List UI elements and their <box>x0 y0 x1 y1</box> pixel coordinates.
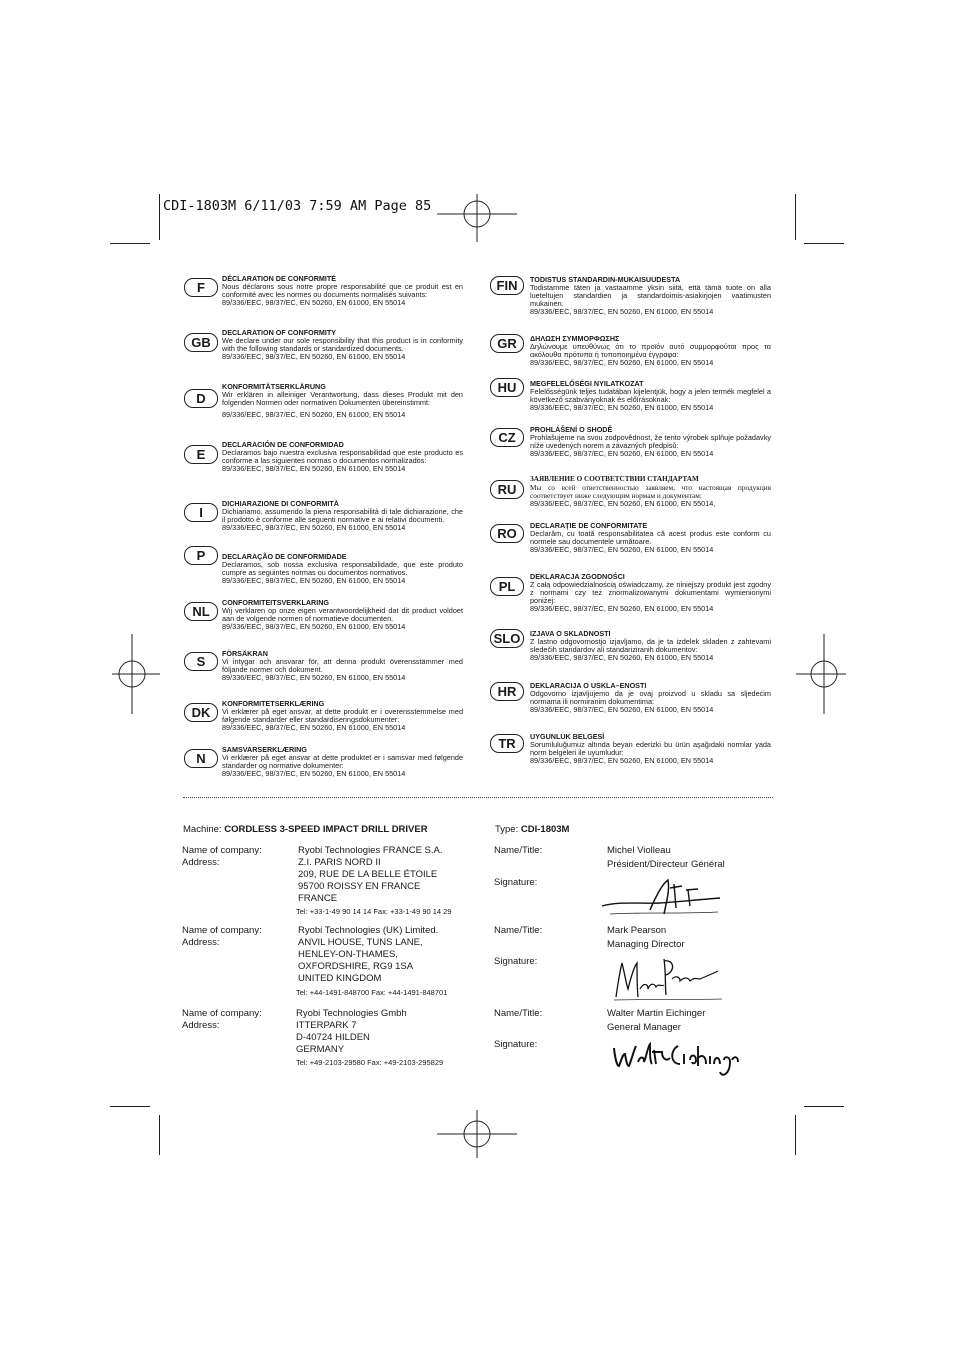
address-line: HENLEY-ON-THAMES, <box>298 949 398 960</box>
company-name: Ryobi Technologies (UK) Limited. <box>298 925 439 936</box>
lang-badge: F <box>184 278 218 297</box>
person-name: Mark Pearson <box>607 925 667 936</box>
registration-mark-left <box>112 634 160 714</box>
signature-image <box>610 953 725 1003</box>
declaration: DECLARAŢIE DE CONFORMITATE Declarăm, cu toată responsabilitatea că acest produs este conform cu normele sau documentele următoare. 89/336/EEC, 98/37/EC, EN 50260, EN 61000, EN 55014 <box>530 521 771 554</box>
lang-badge: S <box>184 652 218 671</box>
person-role: General Manager <box>607 1022 681 1033</box>
declaration: UYGUNLUK BELGESİ Sorumluluğumuz altında beyan ederizki bu ürün aşağıdaki normlar yada norm belgeleri ile uyumludur: 89/336/EEC, 98/37/EC, EN 50260, EN 61000, EN 55014 <box>530 732 771 765</box>
declaration: DECLARAÇÃO DE CONFORMIDADE Declaramos, sob nossa exclusiva responsabilidade, que este produto cumpre as seguintes normas ou documentos normativos. 89/336/EEC, 98/37/EC, EN 50260, EN 61000, EN 55014 <box>222 552 463 585</box>
signature-label: Signature: <box>494 1039 538 1050</box>
declaration: KONFORMITETSERKLÆRING Vi erklærer på eget ansvar, at dette produkt er i overensstemmelse med følgende standarder eller standardiseringsdokumenter: 89/336/EEC, 98/37/EC, EN 50260, EN 61000, EN 55014 <box>222 699 463 732</box>
lang-badge: E <box>184 445 218 464</box>
declaration: KONFORMITÄTSERKLÄRUNG Wir erklären in alleiniger Verantwortung, dass dieses Produkt mit den folgenden Normen oder normativen Dokumenten übereinstimmt: 89/336/EEC, 98/37/EC, EN 50260, EN 61000, EN 55014 <box>222 382 463 419</box>
dotted-divider <box>183 797 773 798</box>
registration-mark-right <box>796 634 846 714</box>
address-label: Address: <box>182 1020 220 1031</box>
name-title-label: Name/Title: <box>494 845 543 856</box>
declaration: TODISTUS STANDARDIN-MUKAISUUDESTA Todistamme täten ja vastaamme yksin siitä, että tämä tuote on alla lueteltujen standardien ja standardoimis-asiakirjojen vaatimusten mukainen. 89/336/EEC, 98/37/EC, EN 50260, EN 61000, EN 55014 <box>530 275 771 316</box>
signature-label: Signature: <box>494 956 538 967</box>
lang-badge: RO <box>490 524 524 543</box>
person-role: Managing Director <box>607 939 685 950</box>
lang-badge: GB <box>184 333 218 352</box>
address-line: 95700 ROISSY EN FRANCE <box>298 881 421 892</box>
lang-badge: FIN <box>490 276 524 295</box>
company-label: Name of company: <box>182 925 262 936</box>
company-name: Ryobi Technologies Gmbh <box>296 1008 407 1019</box>
lang-badge: D <box>184 389 218 408</box>
declaration: ЗАЯВЛЕНИЕ О СООТВЕТСТВИИ СТАНДАРТАМ Мы со всей ответственностью заявляем, что настоящая продукция соответствует ниже следующим нормам и документам: 89/336/EEC, 98/37/EC, EN 50260, EN 61000, EN 55014, <box>530 475 771 508</box>
lang-badge: HR <box>490 682 524 701</box>
print-header: CDI-1803M 6/11/03 7:59 AM Page 85 <box>163 198 432 214</box>
lang-badge: SLO <box>490 629 524 648</box>
declaration: PROHLÁŠENÍ O SHODĚ Prohlašujeme na svou zodpovědnost, že tento výrobek splňuje požadavky níže uvedených norem a závazných předpisů: 89/336/EEC, 98/37/EC, EN 50260, EN 61000, EN 55014 <box>530 425 771 458</box>
phone-fax: Tel: +49-2103-29580 Fax: +49-2103-295829 <box>296 1058 444 1067</box>
declaration: DÉCLARATION DE CONFORMITÉ Nous déclarons sous notre propre responsabilité que ce produit est en conformité avec les normes ou documents normalisés suivants: 89/336/EEC, 98/37/EC, EN 50260, EN 61000, EN 55014 <box>222 274 463 307</box>
company-name: Ryobi Technologies FRANCE S.A. <box>298 845 443 856</box>
lang-badge: GR <box>490 334 524 353</box>
phone-fax: Tel: +33-1-49 90 14 14 Fax: +33-1-49 90 14 29 <box>296 907 452 916</box>
phone-fax: Tel: +44-1491-848700 Fax: +44-1491-848701 <box>296 988 448 997</box>
lang-badge: NL <box>184 602 218 621</box>
declaration: DECLARACIÓN DE CONFORMIDAD Declaramos bajo nuestra exclusiva responsabilidad que este producto es conforme a las siguientes normas o documentos normalizados: 89/336/EEC, 98/37/EC, EN 50260, EN 61000, EN 55014 <box>222 440 463 473</box>
declaration: SAMSVARSERKLÆRING Vi erklærer på eget ansvar at dette produktet er i samsvar med følgende standarder og normative dokumenter: 89/336/EEC, 98/37/EC, EN 50260, EN 61000, EN 55014 <box>222 745 463 778</box>
lang-badge: I <box>184 503 218 522</box>
address-line: OXFORDSHIRE, RG9 1SA <box>298 961 414 972</box>
person-name: Walter Martin Eichinger <box>607 1008 706 1019</box>
address-line: 209, RUE DE LA BELLE ÉTOILE <box>298 869 438 880</box>
lang-badge: DK <box>184 703 218 722</box>
declaration: ΔΗΛΩΣΗ ΣΥΜΜΟΡΦΩΣΗΣ Δηλώνουμε υπευθύνως ότι το προϊόν αυτό συμμορφούται προς τα ακόλουθα πρότυπα ή τυποποιημένα έγγραφα: 89/336/EEC, 98/37/EC, EN 50260, EN 61000, EN 55014 <box>530 334 771 367</box>
address-line: Z.I. PARIS NORD II <box>298 857 381 868</box>
signature-image <box>610 1040 740 1082</box>
signature-image <box>600 876 725 918</box>
name-title-label: Name/Title: <box>494 1008 543 1019</box>
address-line: ITTERPARK 7 <box>296 1020 357 1031</box>
declaration: DECLARATION OF CONFORMITY We declare under our sole responsibility that this product is in conformity with the following standards or standardized documents. 89/336/EEC, 98/37/EC, EN 50260, EN 61000, EN 55014 <box>222 328 463 361</box>
lang-badge: N <box>184 749 218 768</box>
type-line: Type: CDI-1803M <box>495 824 570 835</box>
address-label: Address: <box>182 857 220 868</box>
lang-badge: RU <box>490 480 524 499</box>
address-line: UNITED KINGDOM <box>298 973 382 984</box>
address-line: FRANCE <box>298 893 338 904</box>
registration-mark-top <box>437 192 517 244</box>
declaration: DEKLARACIJA O USKLA–ENOSTI Odgovorno izjavljujemo da je ovaj proizvod u skladu sa sljedećim normama ili normiranim dokumentima: 89/336/EEC, 98/37/EC, EN 50260, EN 61000, EN 55014 <box>530 681 771 714</box>
address-line: ANVIL HOUSE, TUNS LANE, <box>298 937 423 948</box>
lang-badge: CZ <box>490 428 524 447</box>
declaration: DEKLARACJA ZGODNOŚCI Z całą odpowiedzialnością oświadczamy, że niniejszy produkt jest zgodny z normami czy też znormalizowanymi dokumentami wymienionymi poniżej: 89/336/EEC, 98/37/EC, EN 50260, EN 61000, EN 55014 <box>530 572 771 613</box>
signature-label: Signature: <box>494 877 538 888</box>
lang-badge: TR <box>490 734 524 753</box>
declaration: FÖRSÄKRAN Vi intygar och ansvarar för, att denna produkt överensstämmer med följande normer och dokument. 89/336/EEC, 98/37/EC, EN 50260, EN 61000, EN 55014 <box>222 649 463 682</box>
lang-badge: PL <box>490 577 524 596</box>
person-name: Michel Violleau <box>607 845 671 856</box>
address-line: GERMANY <box>296 1044 345 1055</box>
company-label: Name of company: <box>182 845 262 856</box>
address-label: Address: <box>182 937 220 948</box>
name-title-label: Name/Title: <box>494 925 543 936</box>
company-label: Name of company: <box>182 1008 262 1019</box>
declaration: IZJAVA O SKLADNOSTI Z lastno odgovornostjo izjavljamo, da je ta izdelek skladen z zahtevami sledečih standardov ali standariziranih dokumentov: 89/336/EEC, 98/37/EC, EN 50260, EN 61000, EN 55014 <box>530 629 771 662</box>
lang-badge: HU <box>490 378 524 397</box>
address-line: D-40724 HILDEN <box>296 1032 370 1043</box>
machine-line: Machine: CORDLESS 3-SPEED IMPACT DRILL DRIVER <box>183 824 428 835</box>
declaration: MEGFELELŐSÉGI NYILATKOZAT Felelősségünk teljes tudatában kijelentjük, hogy a jelen termék megfelel a következő szabványoknak és előírásoknak: 89/336/EEC, 98/37/EC, EN 50260, EN 61000, EN 55014 <box>530 379 771 412</box>
declaration: DICHIARAZIONE DI CONFORMITÀ Dichiariamo, assumendo la piena responsabilità di tale dichiarazione, che il prodotto è conforme alle seguenti normative e ai relativi documenti. 89/336/EEC, 98/37/EC, EN 50260, EN 61000, EN 55014 <box>222 499 463 532</box>
person-role: Président/Directeur Général <box>607 859 725 870</box>
declaration: CONFORMITEITSVERKLARING Wij verklaren op onze eigen verantwoordelijkheid dat dit product voldoet aan de volgende normen of normatieve documenten. 89/336/EEC, 98/37/EC, EN 50260, EN 61000, EN 55014 <box>222 598 463 631</box>
lang-badge: P <box>184 546 218 565</box>
registration-mark-bottom <box>437 1108 517 1158</box>
